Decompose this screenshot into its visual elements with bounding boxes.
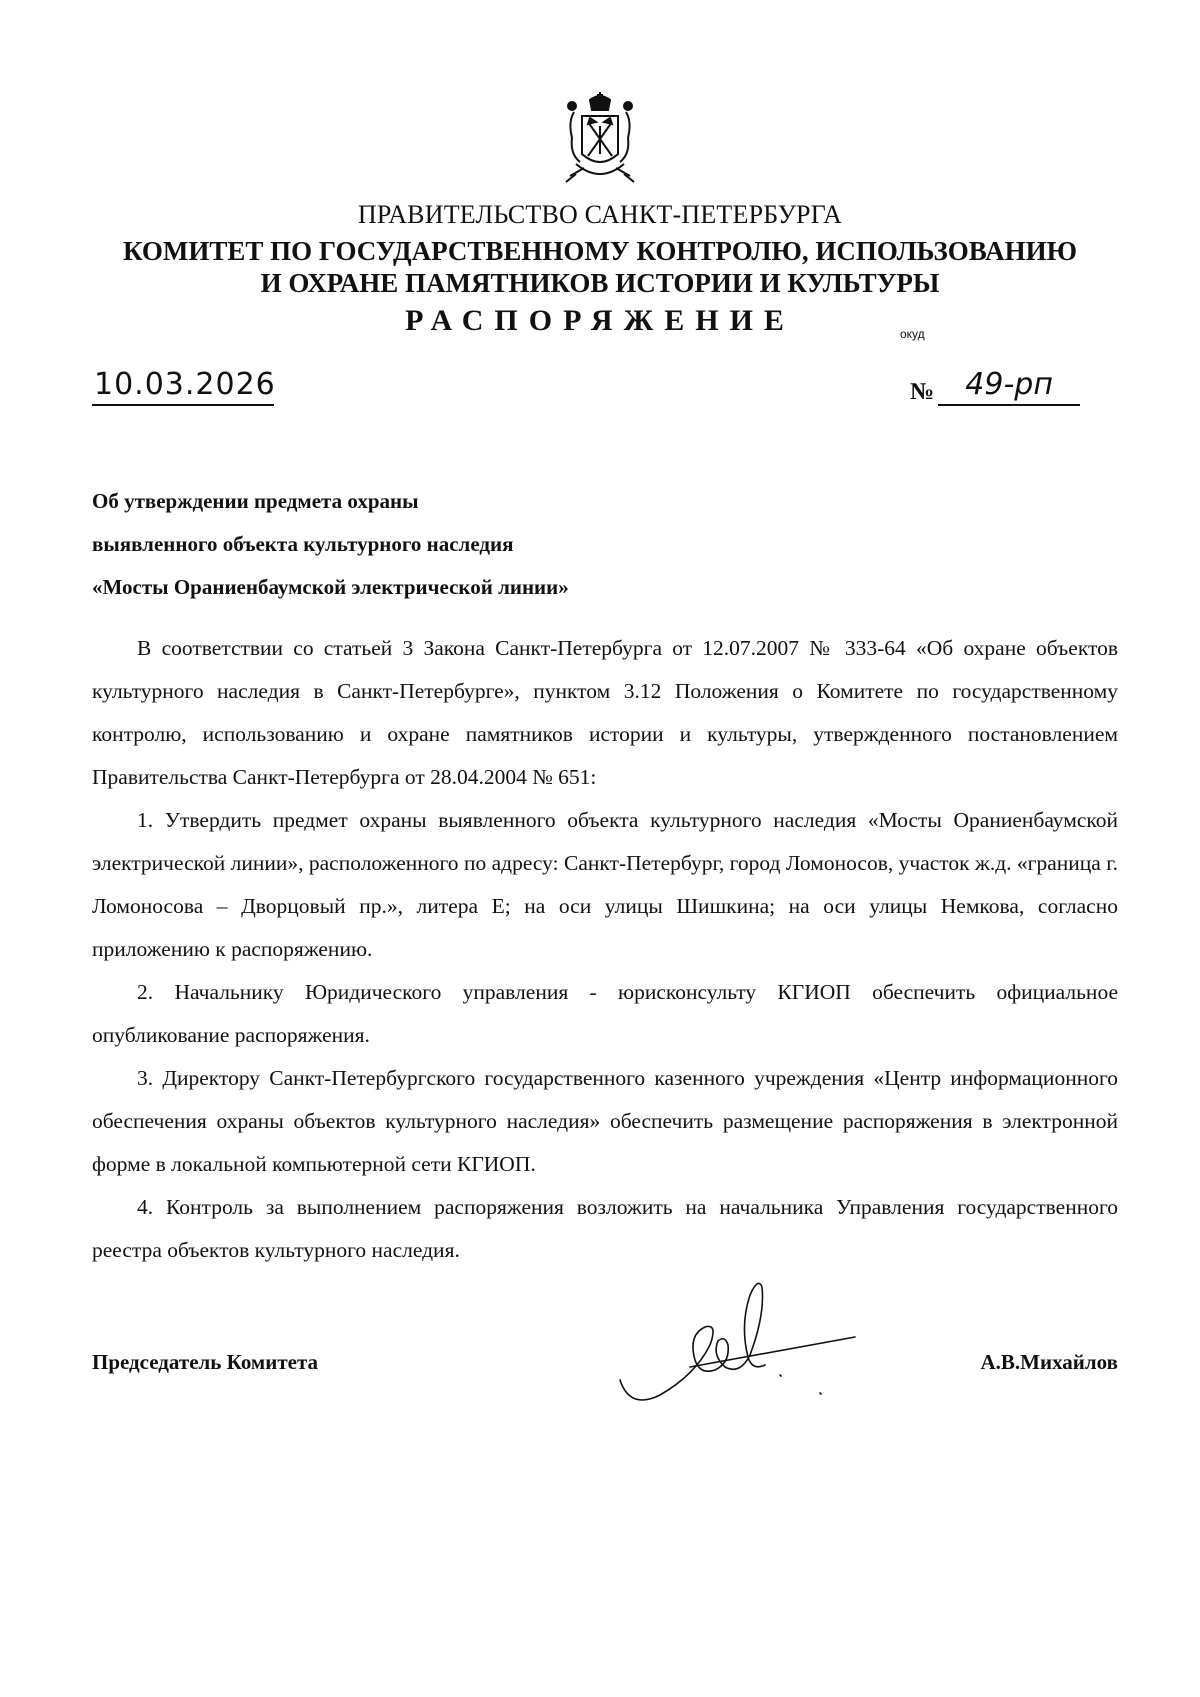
document-number-value: 49-рп xyxy=(938,366,1080,406)
preamble-paragraph: В соответствии со статьей 3 Закона Санкт-Петербурга от 12.07.2007 № 333-64 «Об охране объектов культурного наследия в Санкт-Петербурге», пунктом 3.12 Положения о Комитете по государственному контролю, использованию и охране памятников истории и культуры, утвержденного постановлением Правительства Санкт-Петербурга от 28.04.2004 № 651: xyxy=(92,636,1118,789)
government-title: ПРАВИТЕЛЬСТВО САНКТ-ПЕТЕРБУРГА xyxy=(357,200,843,229)
coat-of-arms-icon xyxy=(560,92,640,192)
committee-title-line2: И ОХРАНЕ ПАМЯТНИКОВ ИСТОРИИ И КУЛЬТУРЫ xyxy=(260,268,940,298)
handwritten-signature xyxy=(600,1275,880,1415)
item-3: 3. Директору Санкт-Петербургского государственного казенного учреждения «Центр информационного обеспечения охраны объектов культурного наследия» обеспечить размещение распоряжения в электронной форме в локальной компьютерной сети КГИОП. xyxy=(92,1066,1118,1176)
subject-line-3: «Мосты Ораниенбаумской электрической линии» xyxy=(92,575,569,599)
okud-label: окуд xyxy=(900,327,925,341)
signer-position: Председатель Комитета xyxy=(92,1350,319,1374)
item-1: 1. Утвердить предмет охраны выявленного объекта культурного наследия «Мосты Ораниенбаумской электрической линии», расположенного по адресу: Санкт-Петербург, город Ломоносов, участок ж.д. «граница г. Ломоносова – Дворцовый пр.», литера Е; на оси улицы Шишкина; на оси улицы Немкова, согласно приложению к распоряжению. xyxy=(92,808,1118,961)
subject-line-2: выявленного объекта культурного наследия xyxy=(92,532,514,556)
document-date: 10.03.2026 xyxy=(92,366,274,406)
item-4: 4. Контроль за выполнением распоряжения возложить на начальника Управления государственного реестра объектов культурного наследия. xyxy=(92,1195,1118,1262)
document-number xyxy=(910,366,1095,406)
document-body xyxy=(92,627,1118,1272)
number-sign: № xyxy=(910,379,935,405)
subject-line-1: Об утверждении предмета охраны xyxy=(92,489,419,513)
item-2: 2. Начальнику Юридического управления - юрисконсульту КГИОП обеспечить официальное опубликование распоряжения. xyxy=(92,980,1118,1047)
committee-title-line1: КОМИТЕТ ПО ГОСУДАРСТВЕННОМУ КОНТРОЛЮ, ИСПОЛЬЗОВАНИЮ xyxy=(123,236,1077,266)
document-type-title: РАСПОРЯЖЕНИЕ xyxy=(405,304,795,337)
signer-name: А.В.Михайлов xyxy=(980,1350,1118,1374)
document-subject xyxy=(92,480,569,609)
